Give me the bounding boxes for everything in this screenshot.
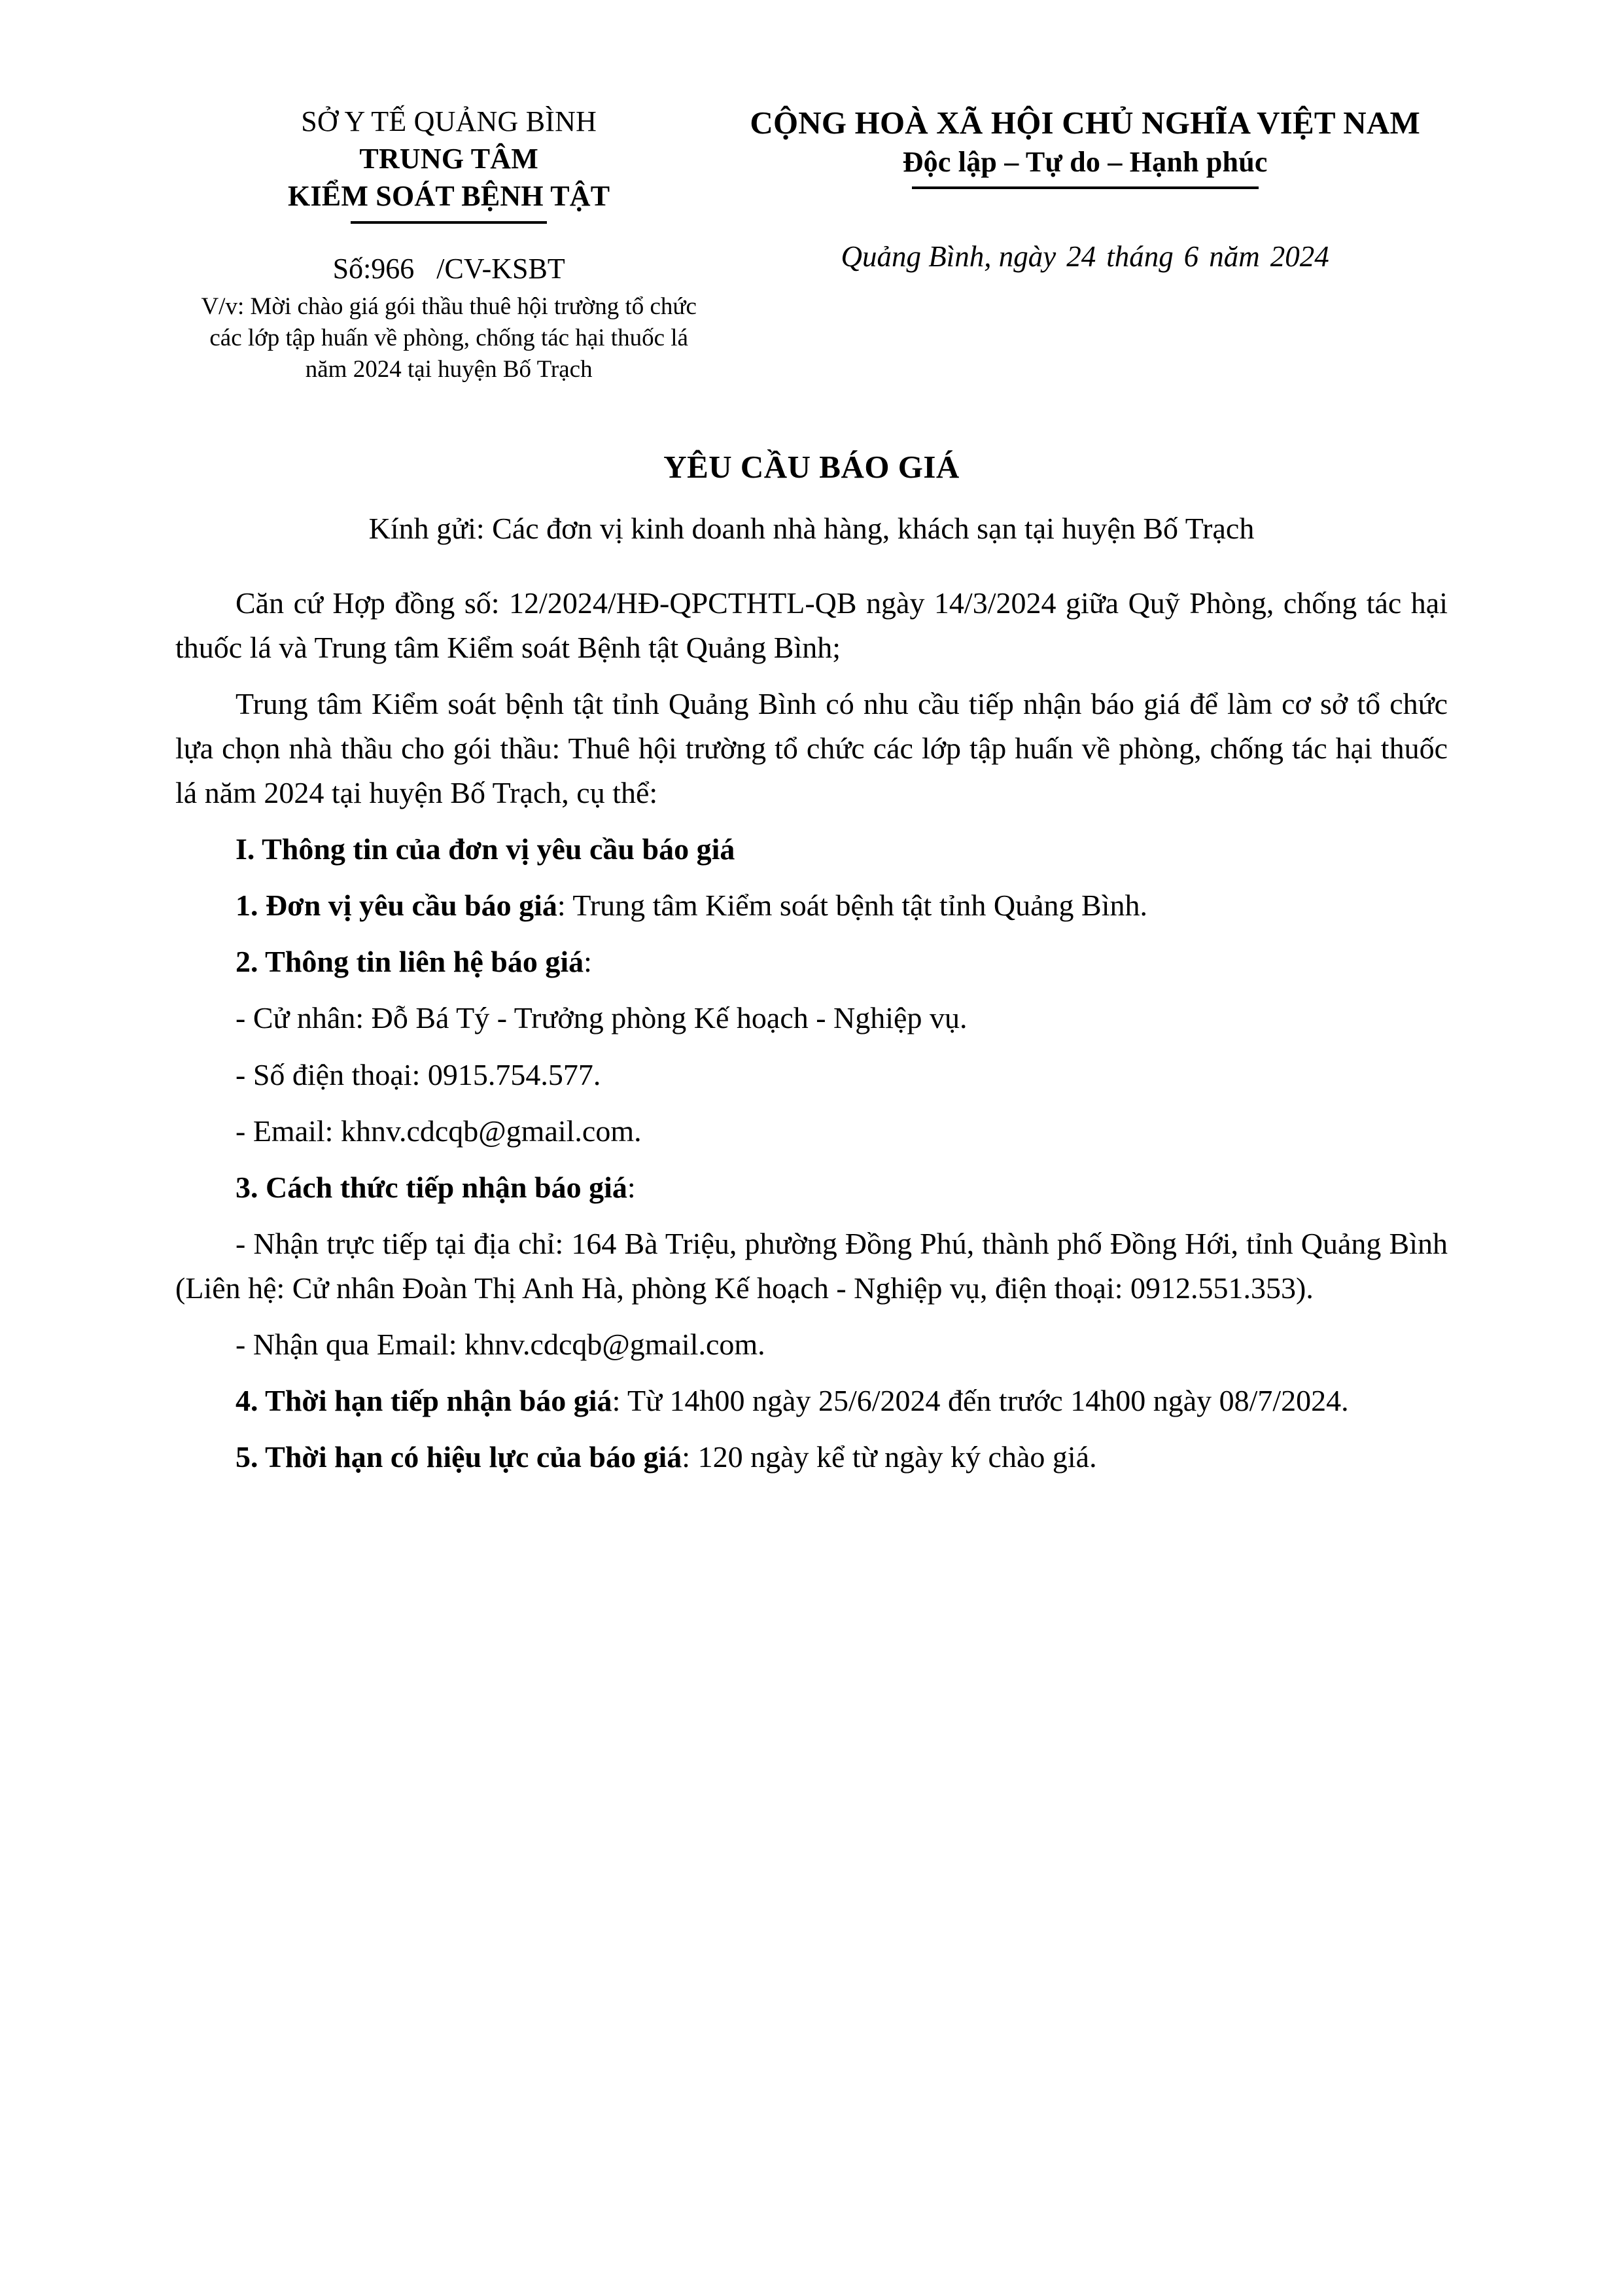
document-header <box>175 101 1448 385</box>
paragraph-purpose: Trung tâm Kiểm soát bệnh tật tỉnh Quảng Bình có nhu cầu tiếp nhận báo giá để làm cơ sở tổ chức lựa chọn nhà thầu cho gói thầu: Thuê hội trường tổ chức các lớp tập huấn về phòng, chống tác hại thuốc lá năm 2024 tại huyện Bố Trạch, cụ thể: <box>175 686 1448 810</box>
item-2-contact-info <box>175 940 1448 984</box>
item-3-submission-method <box>175 1165 1448 1210</box>
contact-email: - Email: khnv.cdcqb@gmail.com. <box>236 1114 642 1148</box>
item-5-value: : 120 ngày kể từ ngày ký chào giá. <box>682 1440 1097 1474</box>
item-3-label: 3. Cách thức tiếp nhận báo giá <box>236 1170 627 1204</box>
month-label: tháng <box>1106 239 1174 273</box>
header-divider-left <box>351 221 547 224</box>
document-subject <box>175 291 722 385</box>
document-number-prefix: Số: <box>332 252 372 285</box>
place-and-date <box>722 238 1448 276</box>
issue-year: 2024 <box>1270 239 1329 273</box>
subject-text: Mời chào giá gói thầu thuê hội trường tổ chức các lớp tập huấn về phòng, chống tác hại thuốc lá năm 2024 tại huyện Bố Trạch <box>209 292 697 383</box>
document-number-line <box>175 250 722 287</box>
addressee-line: Kính gửi: Các đơn vị kinh doanh nhà hàng, khách sạn tại huyện Bố Trạch <box>368 512 1255 546</box>
item-1-value: : Trung tâm Kiểm soát bệnh tật tỉnh Quảng Bình. <box>557 889 1147 923</box>
item-2-label: 2. Thông tin liên hệ báo giá <box>236 945 584 979</box>
issue-day: 24 <box>1066 239 1096 273</box>
document-title: YÊU CẦU BÁO GIÁ <box>663 449 960 486</box>
item-4-submission-deadline <box>175 1379 1448 1423</box>
item-2-value: : <box>584 945 592 979</box>
item-4-value: : Từ 14h00 ngày 25/6/2024 đến trước 14h00 ngày 08/7/2024. <box>612 1384 1349 1417</box>
document-body <box>175 581 1448 1479</box>
item-1-label: 1. Đơn vị yêu cầu báo giá <box>236 889 557 923</box>
document-number-value: 966 <box>371 252 415 285</box>
issue-place: Quảng Bình, ngày <box>841 239 1056 273</box>
paragraph-legal-basis: Căn cứ Hợp đồng số: 12/2024/HĐ-QPCTHTL-QB ngày 14/3/2024 giữa Quỹ Phòng, chống tác hại thuốc lá và Trung tâm Kiểm soát Bệnh tật Quảng Bình; <box>175 586 1448 664</box>
item-3-value: : <box>627 1170 636 1204</box>
contact-phone: - Số điện thoại: 0915.754.577. <box>236 1057 601 1091</box>
national-heading-block <box>722 101 1448 275</box>
section-heading-1: I. Thông tin của đơn vị yêu cầu báo giá <box>236 832 735 866</box>
parent-organization-name: SỞ Y TẾ QUẢNG BÌNH <box>301 105 597 137</box>
issue-month: 6 <box>1183 239 1199 273</box>
submission-by-email: - Nhận qua Email: khnv.cdcqb@gmail.com. <box>236 1327 765 1361</box>
organization-name-line-2: KIỂM SOÁT BỆNH TẬT <box>288 180 610 213</box>
national-motto: Độc lập – Tự do – Hạnh phúc <box>902 145 1268 178</box>
item-4-label: 4. Thời hạn tiếp nhận báo giá <box>236 1384 612 1417</box>
document-number-suffix: /CV-KSBT <box>436 252 565 285</box>
header-divider-right <box>912 186 1259 189</box>
country-name: CỘNG HOÀ XÃ HỘI CHỦ NGHĨA VIỆT NAM <box>750 105 1420 141</box>
submission-in-person-address: - Nhận trực tiếp tại địa chỉ: 164 Bà Triệu, phường Đồng Phú, thành phố Đồng Hới, tỉnh Quảng Bình (Liên hệ: Cử nhân Đoàn Thị Anh Hà, phòng Kế hoạch - Nghiệp vụ, điện thoại: 0912.551.353). <box>175 1226 1448 1305</box>
item-5-label: 5. Thời hạn có hiệu lực của báo giá <box>236 1440 682 1474</box>
issuing-authority-block <box>175 101 722 385</box>
organization-name-line-1: TRUNG TÂM <box>359 143 538 175</box>
year-label: năm <box>1209 239 1260 273</box>
contact-person-name: - Cử nhân: Đỗ Bá Tý - Trưởng phòng Kế hoạch - Nghiệp vụ. <box>236 1001 968 1035</box>
item-5-quote-validity <box>175 1435 1448 1479</box>
subject-label: V/v: <box>201 292 245 320</box>
item-1-requesting-unit <box>175 883 1448 928</box>
